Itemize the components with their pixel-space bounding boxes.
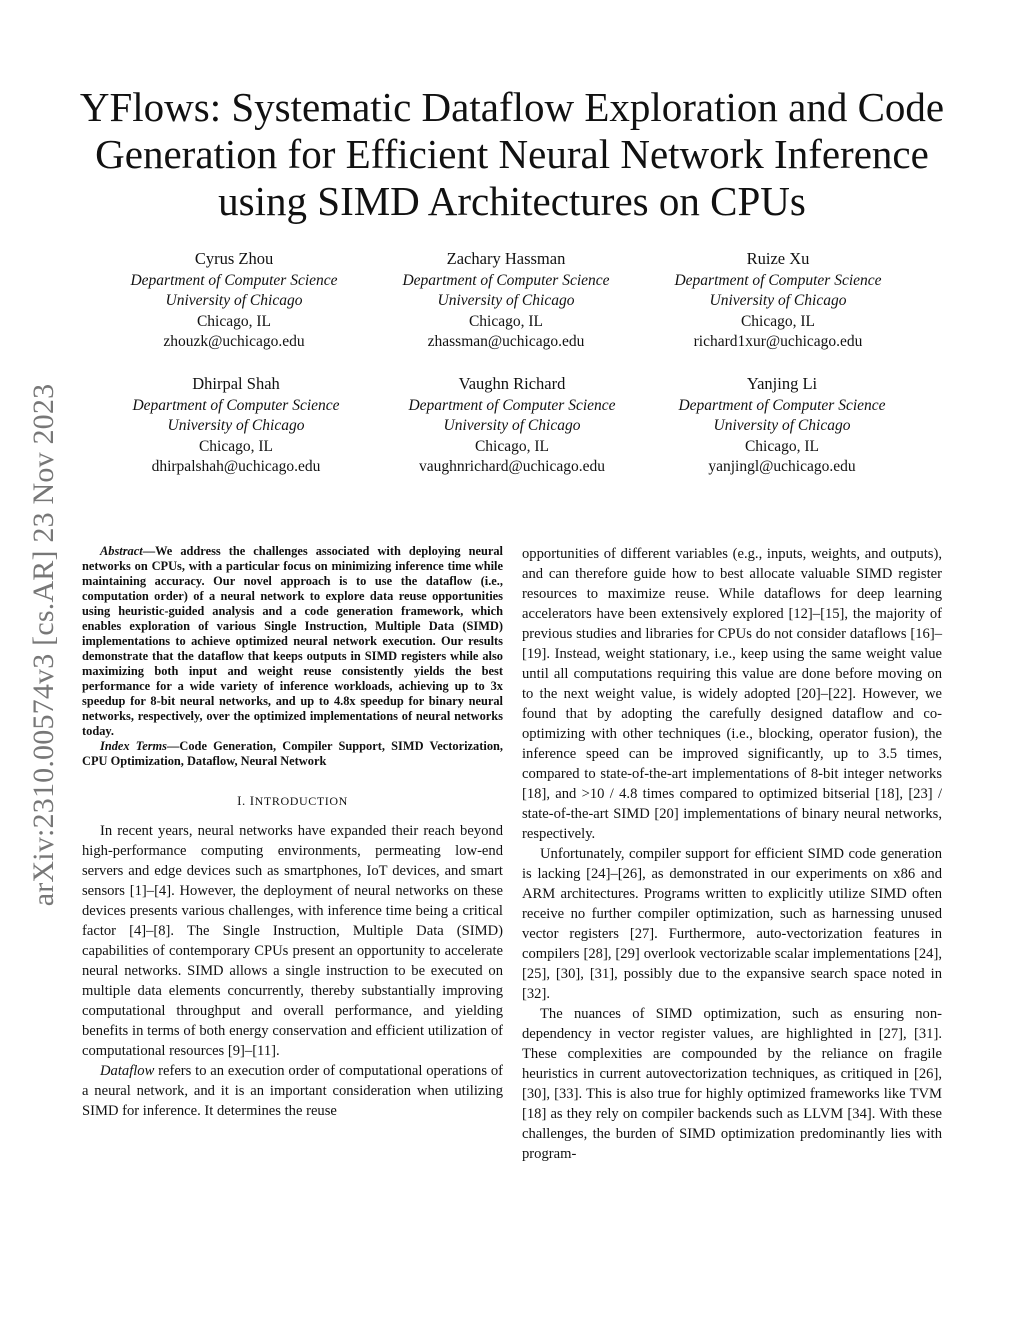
author-department: Department of Computer Science <box>130 271 338 289</box>
abstract-label: Abstract <box>100 544 143 558</box>
author-email: zhassman@uchicago.edu <box>427 333 585 350</box>
author-block <box>632 374 932 478</box>
author-name: Yanjing Li <box>746 374 818 393</box>
left-column <box>82 544 503 1121</box>
section-title-initial: I <box>249 793 255 808</box>
author-location: Chicago, IL <box>740 312 816 330</box>
author-university: University of Chicago <box>713 417 851 434</box>
author-block <box>84 249 384 353</box>
index-terms <box>82 739 503 769</box>
author-department: Department of Computer Science <box>678 396 886 414</box>
author-location: Chicago, IL <box>474 437 550 455</box>
author-name: Dhirpal Shah <box>192 374 280 393</box>
dataflow-term: Dataflow <box>100 1063 155 1079</box>
body-paragraph: The nuances of SIMD optimization, such as ensuring non-dependency in vector register values, are highlighted in [27], [31]. These complexities are compounded by the reliance on fragile heuristics in current autovectorization techniques, as critiqued in [26], [30], [33]. This is also true for highly optimized frameworks like TVM [18] as they rely on compiler backends such as LLVM [34]. With these challenges, the burden of SIMD optimization predominantly lies with program- <box>522 1006 942 1162</box>
author-location: Chicago, IL <box>198 437 274 455</box>
abstract-text: —We address the challenges associated with deploying neural networks on CPUs, with a particular focus on minimizing inference time while maintaining accuracy. Our novel approach is to use the dataflow (i.e., computation order) of a neural network to explore data reuse opportunities using heuristic-guided analysis and a code generation framework, which enables exploration of various Single Instruction, Multiple Data (SIMD) implementations to achieve optimized neural network execution. Our results demonstrate that the dataflow that keeps outputs in SIMD registers while also maximizing both input and weight reuse consistently yields the best performance for a wide variety of inference workloads, achieving up to 3x speedup for 8-bit neural networks, and up to 4.8x speedup for binary neural networks, respectively, over the optimized implementations of neural networks today. <box>82 544 503 738</box>
author-name: Zachary Hassman <box>446 249 566 268</box>
author-university: University of Chicago <box>167 417 305 434</box>
author-university: University of Chicago <box>443 417 581 434</box>
author-department: Department of Computer Science <box>408 396 616 414</box>
author-block <box>628 249 928 353</box>
author-name: Cyrus Zhou <box>194 249 274 268</box>
author-name: Vaughn Richard <box>458 374 566 393</box>
author-name: Ruize Xu <box>746 249 810 268</box>
author-university: University of Chicago <box>165 292 303 309</box>
author-block <box>86 374 386 478</box>
author-block <box>362 374 662 478</box>
index-terms-text: —Code Generation, Compiler Support, SIMD Vectorization, CPU Optimization, Dataflow, Neural Network <box>82 739 503 768</box>
author-email: zhouzk@uchicago.edu <box>163 333 305 350</box>
author-department: Department of Computer Science <box>402 271 610 289</box>
author-email: richard1xur@uchicago.edu <box>693 333 863 350</box>
author-email: dhirpalshah@uchicago.edu <box>151 458 321 475</box>
abstract <box>82 544 503 739</box>
author-location: Chicago, IL <box>468 312 544 330</box>
author-email: vaughnrichard@uchicago.edu <box>419 458 605 475</box>
author-university: University of Chicago <box>709 292 847 309</box>
body-paragraph <box>82 1061 503 1121</box>
author-location: Chicago, IL <box>744 437 820 455</box>
paper-title: YFlows: Systematic Dataflow Exploration and Code Generation for Efficient Neural Network Inference using SIMD Architectures on CPUs <box>79 84 945 224</box>
arxiv-sidebar <box>16 345 72 945</box>
author-location: Chicago, IL <box>196 312 272 330</box>
index-terms-label: Index Terms <box>100 739 168 753</box>
author-block <box>356 249 656 353</box>
author-email: yanjingl@uchicago.edu <box>708 458 856 475</box>
body-paragraph: opportunities of different variables (e.g., inputs, weights, and outputs), and can therefore guide how to best allocate valuable SIMD register resources to maximize reuse. While dataflows for deep learning accelerators have been extensively explored [12]–[15], the majority of previous studies and libraries for CPUs do not consider dataflows [16]–[19]. Instead, weight stationary, i.e., keep using the same weight value until all computations requiring this value are done before moving on to the next weight value, is widely adopted [20]–[22]. However, we found that by adopting the carefully designed dataflow and co-optimizing with other techniques (i.e., blocking, operator fusion), the inference speed can be improved significantly, up to 3.5 times, compared to state-of-the-art implementations of 8-bit integer networks [18], and >10 / 4.8 times compared to optimized bitserial [18], [23] / state-of-the-art SIMD [20] implementations of binary neural networks, respectively. <box>522 546 942 842</box>
author-university: University of Chicago <box>437 292 575 309</box>
author-department: Department of Computer Science <box>674 271 882 289</box>
body-paragraph: In recent years, neural networks have expanded their reach beyond high-performance computing environments, permeating low-end servers and edge devices such as smartphones, IoT devices, and smart sensors [1]–[4]. However, the deployment of neural networks on these devices presents various challenges, with inference time being a critical factor [4]–[8]. The Single Instruction, Multiple Data (SIMD) capabilities of contemporary CPUs present an opportunity to accelerate neural networks. SIMD allows a single instruction to be executed on multiple data elements concurrently, thereby substantially improving computational throughput and overall performance, and yielding benefits in terms of both energy conservation and efficient utilization of computational resources [9]–[11]. <box>82 823 503 1059</box>
body-paragraph-text: refers to an execution order of computational operations of a neural network, and it is an important consideration when utilizing SIMD for inference. It determines the reuse <box>82 1063 503 1119</box>
author-department: Department of Computer Science <box>132 396 340 414</box>
body-paragraph: Unfortunately, compiler support for efficient SIMD code generation is lacking [24]–[26], as demonstrated in our experiments on x86 and ARM architectures. Programs written to explicitly utilize SIMD often receive no further compiler optimization, such as harnessing unused vector registers [27]. Furthermore, auto-vectorization features in compilers [28], [29] overlook vectorizable scalar implementations [24], [25], [30], [31], possibly due to the expansive search space noted in [32]. <box>522 846 942 1002</box>
right-column <box>522 544 942 1164</box>
arxiv-identifier: arXiv:2310.00574v3 [cs.AR] 23 Nov 2023 <box>27 383 60 907</box>
section-title-rest: NTRODUCTION <box>254 794 348 808</box>
section-number: I. <box>237 793 246 808</box>
section-heading-introduction <box>82 791 503 811</box>
